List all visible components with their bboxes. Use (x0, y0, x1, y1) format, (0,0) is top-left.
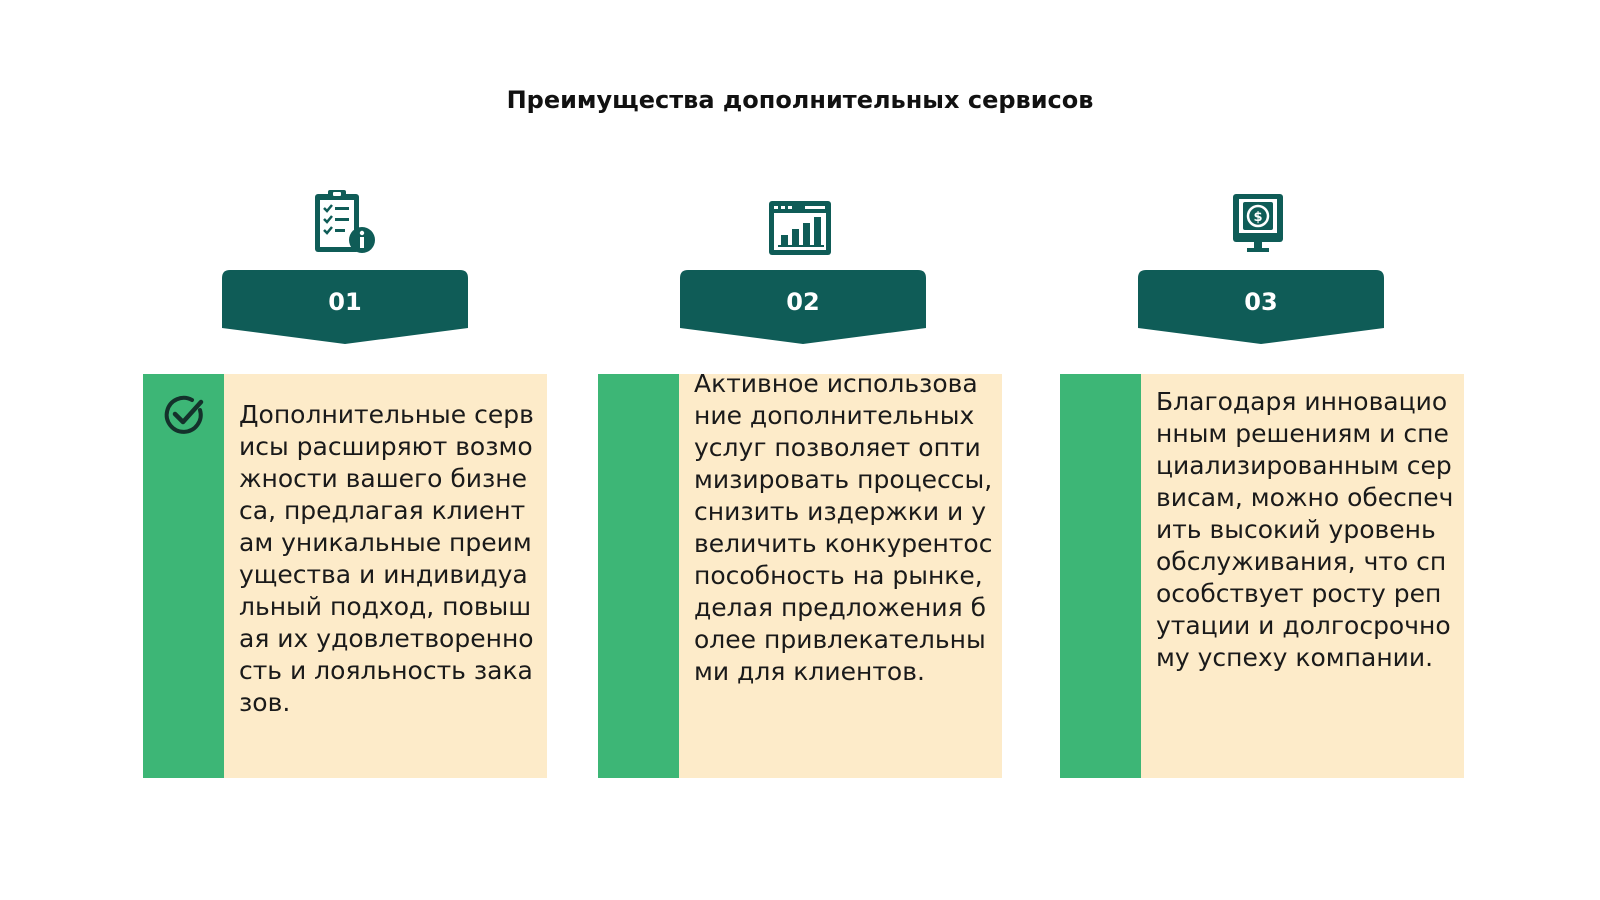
monitor-dollar-icon (1223, 188, 1293, 258)
clipboard-checklist-info-icon (310, 188, 380, 258)
card-text: Благодаря инновационным решениям и специализированным сервисам, можно обеспечить высокий уровень обслуживания, что способствует росту репутации и долгосрочному успеху компании. (1156, 387, 1454, 672)
page-title: Преимущества дополнительных сервисов (506, 86, 1094, 114)
benefit-card-3 (1060, 374, 1464, 778)
card-stripe (598, 374, 679, 778)
card-stripe (1060, 374, 1141, 778)
card-text: Активное использование дополнительных услуг позволяет оптимизировать процессы, снизить издержки и увеличить конкурентоспособность на рынке, делая предложения более привлекательными для клиентов. (694, 369, 993, 686)
card-text: Дополнительные сервисы расширяют возможности вашего бизнеса, предлагая клиентам уникальные преимущества и индивидуальный подход, повышая их удовлетворенность и лояльность заказов. (239, 400, 534, 717)
svg-text:$: $ (1253, 210, 1263, 225)
benefit-card-2 (598, 369, 1002, 778)
step-number: 02 (786, 288, 820, 316)
step-number: 01 (328, 288, 362, 316)
step-badge-02 (680, 270, 926, 346)
step-badge-01 (222, 270, 468, 346)
benefit-card-1 (143, 374, 547, 778)
browser-bar-chart-icon (765, 193, 835, 263)
checkmark-circle-icon (161, 392, 207, 438)
step-number: 03 (1244, 288, 1278, 316)
step-badge-03 (1138, 270, 1384, 346)
